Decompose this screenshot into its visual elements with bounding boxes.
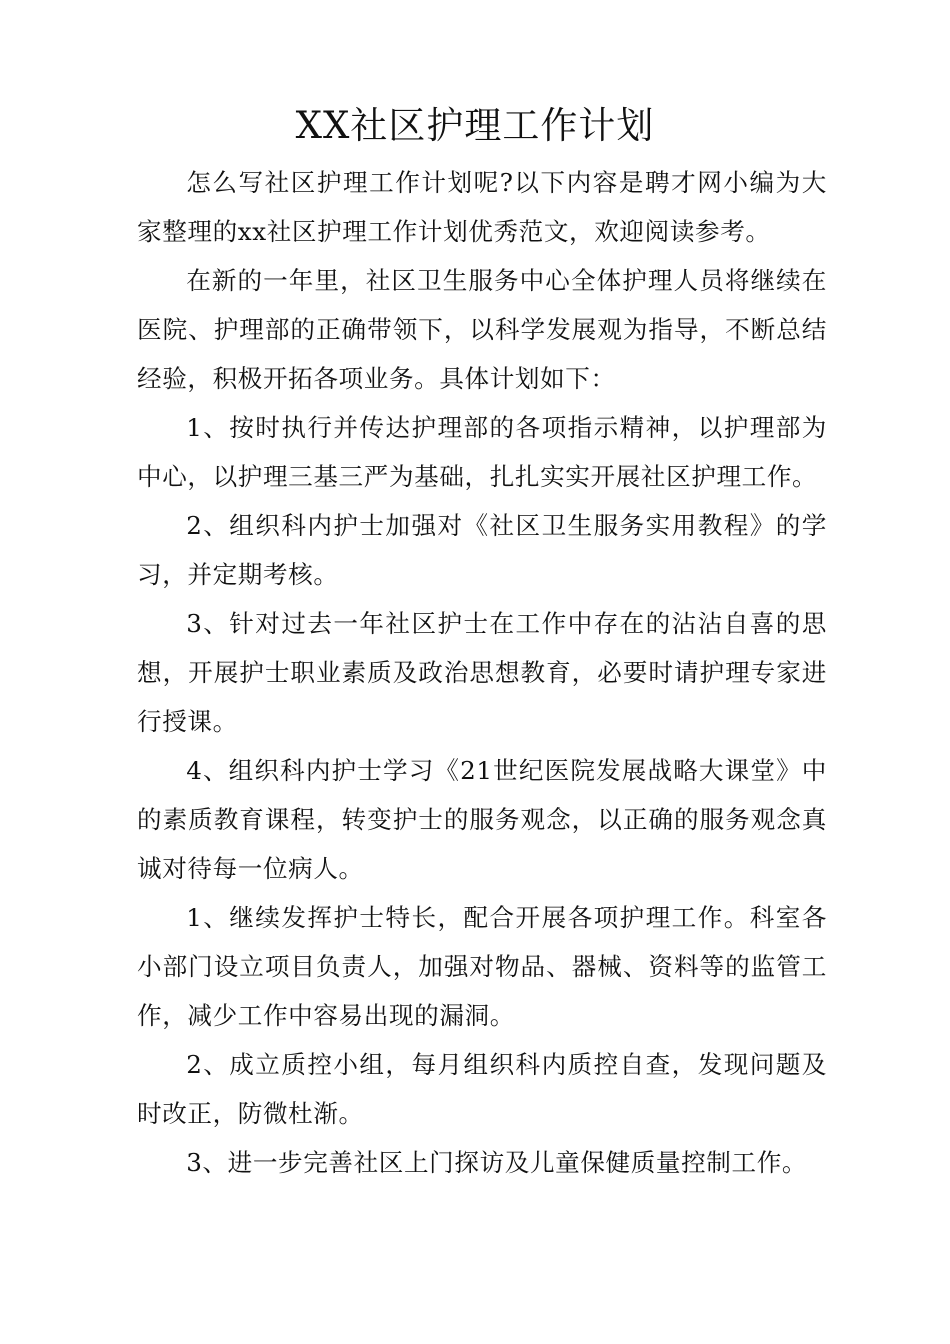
document-body <box>137 158 827 1187</box>
plan-item-7: 3、进一步完善社区上门探访及儿童保健质量控制工作。 <box>186 1148 808 1177</box>
intro-paragraph: 怎么写社区护理工作计划呢?以下内容是聘才网小编为大家整理的xx社区护理工作计划优秀范文，欢迎阅读参考。 <box>137 168 827 246</box>
plan-item-5: 1、继续发挥护士特长，配合开展各项护理工作。科室各小部门设立项目负责人，加强对物品、器械、资料等的监管工作，减少工作中容易出现的漏洞。 <box>137 903 827 1030</box>
overview-paragraph: 在新的一年里，社区卫生服务中心全体护理人员将继续在医院、护理部的正确带领下，以科学发展观为指导，不断总结经验，积极开拓各项业务。具体计划如下： <box>137 266 827 393</box>
document-title: XX社区护理工作计划 <box>295 104 655 147</box>
plan-item-3: 3、针对过去一年社区护士在工作中存在的沾沾自喜的思想，开展护士职业素质及政治思想教育，必要时请护理专家进行授课。 <box>137 609 827 736</box>
plan-item-6: 2、成立质控小组，每月组织科内质控自查，发现问题及时改正，防微杜渐。 <box>137 1050 827 1128</box>
plan-item-2: 2、组织科内护士加强对《社区卫生服务实用教程》的学习，并定期考核。 <box>137 511 827 589</box>
plan-item-4: 4、组织科内护士学习《21世纪医院发展战略大课堂》中的素质教育课程，转变护士的服务观念，以正确的服务观念真诚对待每一位病人。 <box>137 756 827 883</box>
plan-item-1: 1、按时执行并传达护理部的各项指示精神，以护理部为中心，以护理三基三严为基础，扎扎实实开展社区护理工作。 <box>137 413 827 491</box>
